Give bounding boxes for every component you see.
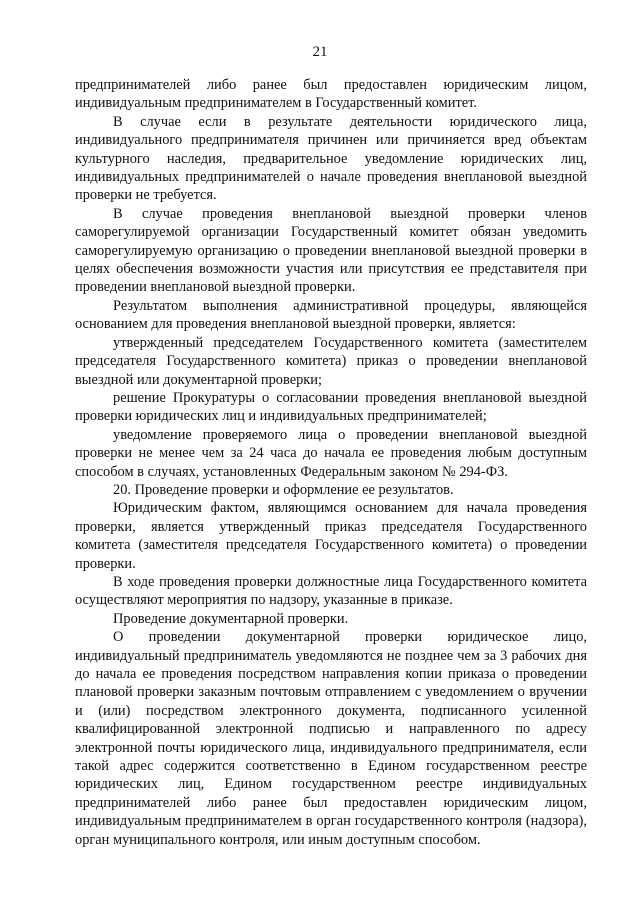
list-item-notification: уведомление проверяемого лица о проведении внеплановой выездной проверки не менее чем за 24 часа до начала ее проведения любым доступным способом в случаях, установленных Федеральным законом № 294-ФЗ.: [75, 426, 587, 480]
list-item-approved-order: утвержденный председателем Государственного комитета (заместителем председателя Государственного комитета) приказ о проведении внеплановой выездной или документарной проверки;: [75, 334, 587, 388]
paragraph-cultural-heritage-harm: В случае если в результате деятельности юридического лица, индивидуального предпринимателя причинен или причиняется вред объектам культурного наследия, предварительное уведомление юридических лиц, индивидуальных предпринимателей о начале проведения внеплановой выездной проверки не требуется.: [75, 113, 587, 204]
paragraph-procedure-result: Результатом выполнения административной процедуры, являющейся основанием для проведения внеплановой выездной проверки, является:: [75, 297, 587, 333]
page-number: 21: [312, 44, 328, 60]
paragraph-continuation: предпринимателей либо ранее был предоставлен юридическим лицом, индивидуальным предпринимателем в Государственный комитет.: [75, 77, 587, 112]
subheading-documentary-inspection: Проведение документарной проверки.: [113, 610, 349, 627]
paragraph-legal-fact: Юридическим фактом, являющимся основанием для начала проведения проверки, является утвержденный приказ председателя Государственного комитета (заместителя председателя Государственного комитета) о проведении проверки.: [75, 500, 587, 572]
section-heading-20: 20. Проведение проверки и оформление ее результатов.: [113, 481, 454, 498]
paragraph-self-regulatory-organization: В случае проведения внеплановой выездной проверки членов саморегулируемой организации Государственный комитет обязан уведомить саморегулируемую организацию о проведении внеплановой выездной проверки в целях обеспечения возможности участия или присутствия ее представителя при проведении внеплановой выездной проверки.: [75, 205, 587, 296]
document-body: [75, 76, 587, 849]
paragraph-inspection-activities: В ходе проведения проверки должностные лица Государственного комитета осуществляют мероприятия по надзору, указанные в приказе.: [75, 573, 587, 609]
paragraph-documentary-notification: О проведении документарной проверки юридическое лицо, индивидуальный предприниматель уведомляются не позднее чем за 3 рабочих дня до начала ее проведения посредством направления копии приказа о проведении плановой проверки заказным почтовым отправлением с уведомлением о вручении и (или) посредством электронного документа, подписанного усиленной квалифицированной электронной подписью и направленного по адресу электронной почты юридического лица, индивидуального предпринимателя, если такой адрес содержится соответственно в Едином государственном реестре юридических лиц, Едином государственном реестре индивидуальных предпринимателей либо ранее был предоставлен юридическим лицом, индивидуальным предпринимателем в орган государственного контроля (надзора), орган муниципального контроля, или иным доступным способом.: [75, 629, 587, 848]
list-item-prosecutor-decision: решение Прокуратуры о согласовании проведения внеплановой выездной проверки юридических лиц и индивидуальных предпринимателей;: [75, 389, 587, 425]
